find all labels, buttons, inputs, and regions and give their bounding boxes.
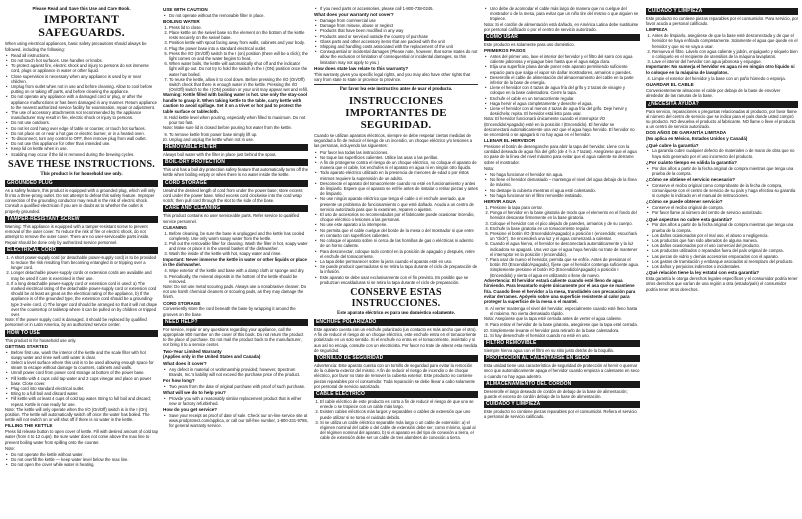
list-item: • Scalding may occur if the lid is removed during the brewing cycles.: [11, 152, 158, 157]
list-item: • Fill kettle with 4 cups cold tap water and 2 cups vinegar and place on power base. Close cover.: [11, 376, 158, 386]
section-heading: GROUNDED PLUG: [5, 180, 158, 187]
list-item: • Do not operate the kettle without water.: [11, 452, 158, 457]
list-item: • Los gastos de tramitación y embarque asociados al reemplazo del producto.: [652, 259, 798, 264]
garantia-heading: DOS AÑOS DE GARANTÍA LIMITADA: [646, 130, 727, 136]
list-item: • Do not open the cover while water is heating.: [11, 462, 158, 467]
list-item: 10. Unplug and unplug the kettle when not in use.: [169, 137, 308, 142]
section-heading: TAMPER-RESISTANT SCREW: [5, 216, 158, 223]
list-item: 7. To reuse the kettle, allow it to cool down. Before pressing the I/O (On/Off) switch check that there is enough water in the kettle. Pressing the I/O (On/Off) switch to the I (ON) position or your unit may appear wet and refill.: [169, 77, 308, 93]
list-item: • Uno debe de acomodar el cable más largo de manera que no cuelgue del mostrador o de la mesa, para evitar que un niño tire del mismo o que alguien se tropiece.: [490, 6, 640, 22]
warranty-answer: [163, 384, 308, 389]
list-item: 2. Remueva el filtro. Lávelo con agua caliente y jabón, enjuáguelo y séquelo bien o colóquelo en el recipiente de utensilios de la máquina lavaplatos.: [652, 49, 798, 59]
spanish-read-note: Por favor lea este instructivo antes de usar el producto.: [339, 87, 453, 93]
filtro-text: Siempre hierva agua con el filtro en su sitio justo detrás de la boquilla.: [484, 347, 614, 353]
list-item: • Llene el hervidor con al menos 4 tazas de agua fría del grifo. Deje hervir y deséchela; repita. El hervidor está listo para usar.: [490, 106, 640, 116]
list-item: • Este aparato se debe usar exclusivamente con el fin previsto. Es posible que se produzcan escaldaduras si se retira la tapa durante el ciclo de preparación.: [320, 275, 478, 285]
list-item: • Desenrolle el cable de alimentación del almacenamiento del cable en la parte inferior de la base de energía.: [490, 75, 640, 85]
list-item: • Close supervision is necessary when any appliance is used by or near children.: [11, 74, 158, 84]
section-heading: TORNILLO DE SEGURIDAD: [314, 355, 478, 362]
read-save-note: Please Read and Save this Use and Care Book.: [32, 6, 131, 11]
safeguards-intro: When using electrical appliances, basic safety precautions should always be followed, including the following:: [5, 41, 147, 52]
column-english-safeguards: [5, 6, 158, 516]
garantia-question: ¿Qué relación tiene la ley estatal con esta garantía?: [646, 270, 760, 276]
warranty-question: How do you get service?: [163, 407, 218, 413]
care-text: This product contains no user serviceable parts. Refer service to qualified service personnel.: [163, 213, 300, 224]
list-item: 3. Si se utiliza un cable eléctrico separable más largo o un cable de extensión: a) el régimen nominal del cable o del cable de extensión debe ser, como mínimo, igual al del régimen nominal del aparato, b) si el aparato es del tipo de conexión a tierra, el cable de extensión debe ser un cable de tres alambres de conexión a tierra.: [320, 420, 478, 441]
list-item: 1. Press lid to close.: [169, 25, 308, 30]
cordon-text: Desenrolle el largo deseado de cordón de debajo de la base de alimentación; guarde el exceso de cordón debajo de la base de alimentación.: [484, 388, 628, 399]
subheading: USE WITH CAUTION: [163, 7, 208, 12]
section-heading: ENCHUFE POLARIZADO: [314, 319, 478, 326]
list-item: • To protect against fire, electric shock and injury to persons do not immerse cord, plugs or appliance in water or other liquid.: [11, 63, 158, 73]
how-text: This product is for household use only.: [5, 337, 77, 343]
list-item: • Products that have been modified in any way: [320, 28, 478, 33]
section-heading: NEED HELP?: [163, 319, 308, 326]
cuidado-text: Este producto no contiene piezas reparables por el consumidor. Refiera el servicio a personal de servicio calificado.: [484, 409, 637, 420]
list-item: • Do not touch hot surfaces. Use handles or knobs.: [11, 58, 158, 63]
hervir-warning: Advertencia: El hervidor estará caliente cuando esté lleno de agua hirviendo. Para levantarlo sujete únicamente por el asa que se mantiene fría. Cuando lleve el hervidor a la mesa, transládelo con precaución para evitar derrames. Apóyelo sobre una superficie resistente al calor para proteger la superficie de la mesa o el mantel.: [484, 277, 636, 305]
save-instructions-title: SAVE THESE INSTRUCTIONS.: [8, 158, 155, 170]
list-item: 9. To remove kettle from power base simply lift up.: [169, 132, 308, 137]
section-heading: CUIDADO Y LIMPIEZA: [646, 8, 798, 15]
subheading: FILLING THE KETTLE: [5, 423, 53, 429]
parts-list: [314, 6, 478, 11]
list-item: • Keep lid on kettle when in use.: [11, 146, 158, 151]
column-spanish-care-warranty: [646, 6, 798, 516]
list-item: • Plug cord into standard electrical outlet.: [11, 386, 158, 391]
guardar-text: Convenientemente almacene el cable por debajo de la base de envolver alrededor de las ranuras de la base.: [646, 88, 781, 99]
section-heading: BOIL-DRY PROTECTION: [163, 159, 308, 166]
llenar-list: [484, 172, 640, 198]
list-item: 1. A short power-supply cord (or detachable power-supply cord) is to be provided to reduce the risk resulting from becoming entangled in or tripping over a longer cord.: [11, 255, 158, 271]
cable-continued-list: [484, 6, 640, 22]
list-item: 2. Pull out the removable filter for cleaning. Wash the filter in hot, soapy water and rinse or place it in the utensil basket of the dishwasher.: [169, 241, 308, 251]
warranty-heading: Two-Year Limited Warranty: [163, 348, 222, 354]
cable-note: Nota: Si el cordón de alimentación está dañado, en América Latina debe sustituirse por personal calificado o por el centro de servicio autorizado.: [484, 21, 639, 32]
list-item: • Elija una superficie plana donde poner este aparato permitiendo suficiente espacio para que salga el vapor sin dañar mostradores, armarios o paredes.: [490, 64, 640, 74]
list-item: 8. Al verter mantenga el nivel del hervidor, especialmente cuando esté lleno hasta el máximo. No vierta demasiado rápido.: [490, 306, 640, 316]
proteccion-text: Esta unidad tiene una característica de seguridad de protección al hervir o quemar seco que automáticamente apaga el hervidor cuando empieza a calentarse en seco o cuando no hay agua adentro.: [484, 363, 640, 379]
list-item: 3. Lave el interior del hervidor con agua jabonosa y enjuague.: [652, 59, 798, 64]
clean-steps: [163, 231, 308, 257]
list-item: • Bring to a full boil and discard water.: [11, 391, 158, 396]
list-item: • No llene el hervidor demasiado – mantenga el nivel del agua debajo de la línea de máximo.: [490, 177, 640, 187]
need-text: For service, repair or any questions regarding your appliance, call the appropriate 800 number on the cover of this book. Do not return the product to the place of purchase. Do not mail the product back to the manufacturer, nor bring it to a service center.: [163, 326, 304, 348]
clean-important: Important: Never immerse the kettle in water or other liquids or place in the dishwasher.: [163, 256, 307, 267]
storage-text: Conveniently store the cord beneath the base by wrapping it around the grooves on the base.: [163, 306, 296, 317]
list-item: • No haga funcionar el hervidor sin agua.: [490, 172, 640, 177]
not-cover-list: [314, 18, 478, 65]
list-item: • Por dos años a partir de la fecha original de compra mientras que tenga una prueba de la compra.: [652, 222, 798, 232]
list-item: • Conserve el recibo original como comprobante de la fecha de compra, comuníquese con el centro de servicio de su país y haga efectiva su garantía si cumple lo indicado en el manual de instrucciones.: [652, 183, 798, 199]
list-item: • Two years from the date of original purchase with proof of such purchase.: [169, 384, 308, 389]
list-item: • No destape la cubierta mientras el agua esté calentando.: [490, 188, 640, 193]
state-text: This warranty gives you specific legal rights, and you may also have other rights that vary from state to state or province to province.: [314, 71, 471, 82]
section-heading: ¿NECESITA AYUDA?: [646, 101, 798, 108]
hervir-steps: [484, 205, 640, 278]
list-item: 8. Hold kettle level when pouring, especially when filled to maximum. Do not pour too fast.: [169, 115, 308, 125]
list-item: 9. Para retirar el hervidor de la base giratoria, asegúrese que la tapa esté cerrada.: [490, 322, 640, 327]
subheading: PRIMEROS PASOS: [484, 48, 526, 54]
list-item: • Do not operate any appliance with a damaged cord or plug, or after the appliance malfunctions or has been damaged in any manner. Return appliance to the nearest authorized service facility for examination, repair or adjustment.: [11, 94, 158, 110]
section-heading: REMOVABLE FILTER: [163, 144, 308, 151]
list-item: • La garantía cubre cualquier defecto de materiales o de mano de obra que no haya sido generado por el uso incorrecto del producto.: [652, 148, 798, 158]
divider: [314, 84, 478, 85]
list-item: • Las piezas de vidrio y demás accesorios empacados con el aparato.: [652, 254, 798, 259]
garantia-question: ¿Cómo se obtiene el servicio necesario?: [646, 177, 736, 183]
list-item: • Por dos años a partir de la fecha original de compra mientras que tenga una prueba de la compra.: [652, 166, 798, 176]
list-item: 5. Presione el botón I/O (Encendido/Apagado) a posición I (encendido; escuchará un "click"). Se encenderá una luz y el agua comenzará a calentar.: [490, 231, 640, 241]
list-item: • Los daños ocasionados por el mal uso, el abuso o negligencia.: [652, 233, 798, 238]
start-note: Note: The kettle will only operate when the I/O (On/Off) switch is in the I (On) position. The kettle will automatically switch off once the water has boiled. The kettle will not switch on or will shut off if there is no water in the kettle.: [5, 406, 150, 423]
list-item: • Los productos que han sido alterados de alguna manera.: [652, 238, 798, 243]
cord-note: Note: If the power supply cord is damaged, it should be replaced by qualified personnel or in Latin America, by an authorized service center.: [5, 317, 147, 328]
garantia-sub: (No aplica en México, Estados Unidos y Canadá): [646, 136, 748, 142]
caution-list: [163, 13, 308, 18]
subheading: LIMPIEZA: [646, 27, 668, 33]
section-heading: ALMACENAMIENTO DEL CORDÓN: [484, 381, 640, 388]
list-item: 1. Antes de limpiarlo, asegúrese de que la base esté desconectada y de que el hervidor se haya enfriado completamente. Solamente el agua que quede en el hervidor y que no se vaya a usar.: [652, 33, 798, 49]
fill-text: Press lid release button to open cover of kettle. Fill with desired amount of cold tap water (from 4 to 12 cups). Be sure water does not come above the max line to prevent boiling water from spilling onto the counter.: [5, 429, 158, 445]
primeros-note: Nota: El hervidor funcionará únicamente cuando el interruptor I/O (Encendido/Apagado) esté en la posición I (Encendido). El hervidor se desconectará automáticamente una vez que el agua haya hervido. El hervidor no se encenderá o se apagará si no hay agua en el hervidor.: [484, 116, 635, 138]
warranty-question: For how long?: [163, 377, 195, 383]
list-item: 1. Before cleaning, be sure the base is unplugged and the kettle has cooled completely. Use only warm soapy water from the kettle.: [169, 231, 308, 241]
list-item: • Do not overfill the kettle — keep water level below the max line.: [11, 457, 158, 462]
warranty-answer: [163, 396, 308, 406]
list-item: • Provide you with a reasonably similar replacement product that is either new or factory refurbished.: [169, 396, 308, 406]
list-item: • Los productos utilizados o reparados fuera del país original de compra.: [652, 248, 798, 253]
list-item: • No coloque el aparato sobre ni cerca de las hornillas de gas o eléctricas ni adentro de un horno caliente.: [320, 238, 478, 248]
garantia-question: ¿Qué cubre la garantía?: [646, 142, 699, 148]
list-item: 3. Coloque el hervidor con el pico alejado de paredes, armarios y de su cuerpo.: [490, 221, 640, 226]
list-item: 7. Para usar de nuevo el hervidor, permita que se enfríe. Antes de presionar el botón I/O (Encendido/Apagado), fíjese que el hervidor contenga suficiente agua. Simplemente presione el botón I/O (Encendido/Apagado) a posición I (Encendido) y vierta el agua en utilizando o llene de nuevo.: [490, 257, 640, 278]
fill-note: Note:: [5, 445, 16, 451]
warranty-answer: [163, 367, 308, 377]
list-item: • Before first use, wash the interior of the kettle and the scale filter with hot soapy water and rinse well until water is clear.: [11, 350, 158, 360]
subheading: LLENAR EL HERVIDOR: [484, 138, 536, 144]
list-item: • Los daños y perjuicios indirectos o incidentales.: [652, 264, 798, 269]
garantia-answer: Esta garantía le otorga derechos legales específicos y el consumidor podría tener otros derechos que varían de una región a otra (estado/país) el consumidor podría tener otros derechos.: [646, 276, 798, 292]
list-item: • Fill kettle with at least 4 cups of cold tap water. Bring to full boil and discard; repeat. Kettle is now ready for use.: [11, 396, 158, 406]
spanish-intro: Cuando se utilizan aparatos eléctricos, siempre se debe respetar ciertas medidas de seguridad a fin de reducir el riesgo de un incendio, un choque eléctrico y/o lesiones a las personas, incluyendo las siguientes:: [314, 133, 473, 149]
garantia-answer: [646, 222, 798, 269]
section-heading: HOW TO USE: [5, 330, 158, 337]
boil-steps-continued: [163, 115, 308, 125]
subheading: CORD STORAGE: [163, 300, 201, 306]
list-item: • Save your receipt as proof of date of sale. Check our on-line service site at www.prodprotect.com/applica, or call our toll-free number, 1-800-231-9786, for general warranty service.: [169, 413, 308, 429]
spanish-household-note: Este aparato eléctrico es para uso doméstico solamente.: [336, 310, 456, 316]
list-item: • Los daños ocasionados por el uso comercial del producto.: [652, 243, 798, 248]
list-item: • The use of accessory attachments not recommended by the appliance manufacturer may result in fire, electric shock or injury to persons.: [11, 110, 158, 120]
list-item: • Por favor lea todas las instrucciones.: [320, 150, 478, 155]
list-item: • Todo aparato eléctrico utilizado en la presencia de menores de edad o por éstos mismos requiere la supervisión de un adulto.: [320, 170, 478, 180]
list-item: • Conserve el recibo original de compra.: [652, 205, 798, 210]
section-heading: CABLE ELÉCTRICO: [314, 391, 478, 398]
ayuda-text: Para servicio, reparaciones o preguntas relacionadas al producto, por favor llame al número del centro de servicio que se indica para el país donde usted compró su producto. NO devuelva el producto al fabricante. NO llame o lleve el producto a un centro de servicio autorizado.: [646, 108, 797, 130]
list-item: • Haga hervir el agua completamente y deseche el agua.: [490, 101, 640, 106]
list-item: • Damage from misuse, abuse or neglect: [320, 23, 478, 28]
list-item: • Damage from commercial use: [320, 18, 478, 23]
subheading: HERVIR AGUA: [484, 199, 516, 205]
list-item: • No toque las superficies calientes. Utilice las asas o las perillas.: [320, 155, 478, 160]
spanish-save-title: CONSERVE ESTAS INSTRUCCIONES.: [350, 286, 442, 309]
subheading: CLEANING: [163, 224, 187, 230]
cordstore-text: Unwind the desired length of cord from under the power base; store excess cord under the power base. Wind excess cord clockwise into the cord wrap notch; then pull cord through the slot to the side of the base.: [163, 187, 303, 204]
safeguards-title: IMPORTANT SAFEGUARDS.: [38, 12, 125, 40]
list-item: 3. Wash the inside of the kettle with hot, soapy water and rinse.: [169, 251, 308, 256]
list-item: • Do not place on or near a hot gas or electric burner, or in a heated oven.: [11, 131, 158, 136]
list-item: • Se puede producir quemaduras si se retira la tapa durante el ciclo de preparación de la infusión.: [320, 264, 478, 274]
list-item: 4. Plug the power base into a standard electrical outlet.: [169, 46, 308, 51]
warranty-answer: [163, 413, 308, 429]
list-item: • No use ningún aparato eléctrico que tenga el cable o el enchufe averiado, que presente un problema de funcionamiento o que esté dañado. Acuda a un centro de servicio autorizado para que lo examinen, reparen o ajusten.: [320, 196, 478, 212]
list-item: 6. Cuando el agua hierva, el hervidor se desconectará automáticamente y la luz indicadora se apagará. Una vez que el agua haya hervido no trate de mantener el interruptor en la posición I (encendido).: [490, 241, 640, 257]
list-item: • To disconnect, turn any control to OFF, then remove plug from wall outlet.: [11, 136, 158, 141]
section-heading: COMO USAR: [484, 34, 640, 41]
list-item: 2. Longer detachable power-supply cords or extension cords are available and may be used if care is exercised in their use.: [11, 270, 158, 280]
spanish-safeguards-list: [314, 150, 478, 285]
list-item: 1. El cable eléctrico de este producto es corto a fin de reducir el riesgo de que uno se enrede o se tropiece con un cable más largo.: [320, 399, 478, 409]
list-item: • Llene el hervidor con 4 tazas de agua fría del grifo y 2 tazas de vinagre y coloque en la base calentadora. Cierre la tapa.: [490, 85, 640, 95]
list-item: • Shipping and handling costs associated with the replacement of the unit: [320, 44, 478, 49]
list-item: 3. If a long detachable power-supply cord or extension cord is used: a) The marked electrical rating of the detachable power-supply cord or extension cord should be at least as great as the electrical rating of the appliance, b) If the appliance is of the grounded type, the extension cord should be a grounding-type 3-wire cord, c) The longer cord should be arranged so that it will not drape over the countertop or tabletop where it can be pulled on by children or tripped over.: [11, 281, 158, 317]
boil-steps: [163, 25, 308, 93]
list-item: 11. Si hay desenchufe el hervidor cuando no esté en uso.: [490, 333, 640, 338]
list-item: 2. Existen cables eléctricos más largos y separables o cables de extensión que uno puede utilizar si se toma el cuidado debido.: [320, 409, 478, 419]
filter-text: Always boil water with the filter in place just behind the spout.: [163, 152, 277, 158]
list-item: • Any defect in material or workmanship provided; however, Spectrum Brands, Inc.'s liability will not exceed the purchase price of the product.: [169, 367, 308, 377]
section-heading: ELECTRICAL CORD: [5, 247, 158, 254]
list-item: 10. Simplemente levante el hervidor para retirarlo de la base calentadora.: [490, 328, 640, 333]
list-item: • Glass parts and other accessory items that are packed with the unit: [320, 39, 478, 44]
list-item: • Unplug from outlet when not in use and before cleaning. Allow to cool before putting on or taking off parts, and before cleaning the appliance.: [11, 84, 158, 94]
list-item: 3. Position kettle with spout facing away from walls, cabinets and your body.: [169, 40, 308, 45]
llenar-text: Presione el botón de desenganche para abrir la tapa del hervidor. Llene con la cantidad deseada de agua fría del grifo (de 4 ½ a 7 tazas). Asegúrese que el agua no pase de la línea del nivel máximo para evitar que el agua caliente se derrame sobre el mostrador.: [484, 144, 637, 165]
list-item: • A fin de protegerse contra el riesgo de un choque eléctrico, no coloque el aparato de manera que el cable, los enchufes ni el aparato en agua ni en ningún otro líquido.: [320, 160, 478, 170]
spanish-safeguards-title: INSTRUCCIONES IMPORTANTES DE SEGURIDAD.: [345, 95, 447, 132]
safeguards-list: [5, 53, 158, 157]
garantia-question: ¿Por cuánto tiempo es válida la garantía?: [646, 159, 737, 165]
list-item: • El uso de accesorios no recomendados por el fabricante puede ocasionar incendio, choque eléctrico o lesiones a las personas.: [320, 212, 478, 222]
garantia-answer: [646, 205, 798, 215]
list-item: • Unroll power cord from power cord storage at bottom of the power base.: [11, 370, 158, 375]
list-item: 5. Press the I/O (On/Off) switch to the I (on) position (there will be a click); the light comes on and the water begins to heat.: [169, 51, 308, 61]
hervir-note: Nota: Asegúrese que la tapa esté cerrada antes de verter el agua caliente.: [484, 316, 623, 322]
list-item: 2. Place kettle on the swivel base so the element on the bottom of the kettle rests securely on the swivel base.: [169, 30, 308, 40]
list-item: • Desconecte el aparato del tomacorriente cuando no esté en funcionamiento y antes de limpiarlo. Espere que el aparato se enfríe antes de instalar o retirar piezas y antes de limpiarlo.: [320, 181, 478, 197]
como-text: Este producto es solamente para uso doméstico.: [484, 42, 575, 48]
list-item: • If you need parts or accessories, please call 1-800-738-0245.: [320, 6, 478, 11]
list-item: 6. When water boils, the kettle will automatically shut off and the indicator light will go out. Do not try to hold the switch in the I (ON) position once the water has boiled.: [169, 61, 308, 77]
list-item: 5. Periodically, the mineral deposits in the bottom of the kettle should be removed.: [169, 274, 308, 284]
list-item: • Por favor llame al número del centro de servicio autorizado.: [652, 210, 798, 215]
llenar-note: Nota:: [484, 165, 495, 171]
list-item: • Select a level surface where this unit is to be used allowing enough space for steam to escape without damage to counters, cabinets and walls.: [11, 360, 158, 370]
column-english-spanish-safeguards: [314, 6, 478, 516]
care-text-es: Este producto no contiene piezas reparables por el consumidor. Para servicio, por favor acuda a personal calificado.: [646, 16, 798, 27]
list-item: • No haga funcionar sin el filtro removible instalado.: [490, 193, 640, 198]
section-heading: CORD STORAGE: [163, 180, 308, 187]
clean-steps-continued: [163, 268, 308, 284]
list-item: • Antes del primer uso, lave el interior del hervidor y el filtro del sarro con agua caliente jabonosa y enjuague bien hasta que el agua salga clara.: [490, 54, 640, 64]
enchufe-text: Este aparato cuenta con un enchufe polarizado (un contacto es más ancho que el otro). A fin de reducir el riesgo de un choque eléctrico, este enchufe entra en el tomacorriente polarizado en un solo sentido. Si el enchufe no entra en el tomacorriente, inviértalo y si aun así no encaja, consulte con un electricista. Por favor no trate de alterar esta medida de seguridad.: [314, 326, 478, 353]
list-item: 4. Enchufe la base giratoria en un tomacorriente regular.: [490, 226, 640, 231]
subheading: GUARDAR EL CABLE: [646, 82, 694, 88]
section-heading: CUIDADO Y LIMPIEZA: [484, 401, 640, 408]
warranty-question: What will we do to help you?: [163, 389, 226, 395]
garantia-question: ¿Qué aspectos no cubre esta garantía?: [646, 216, 733, 222]
list-item: • Enchufe el cable en un tomacorriente regular.: [490, 96, 640, 101]
garantia-answer: [646, 166, 798, 176]
list-item: 4. Limpie el exterior del hervidor y la base con un paño húmedo o esponja.: [652, 76, 798, 81]
clean-note: Note: Do not use metal scouring pads. Always use a nonabrasive cleaner. Do not use harsh chemical cleaners or scouring pads, as they may damage the finish.: [163, 283, 307, 300]
list-item: 1. Presione la tapa para cerrar.: [490, 205, 640, 210]
list-item: • Do not let cord hang over edge of table or counter, or touch hot surfaces.: [11, 126, 158, 131]
cable-list: [314, 399, 478, 441]
primeros-list: [484, 54, 640, 116]
list-item: • La tapa debe permanecer sobre la jarra cuando el aparato esté en uso.: [320, 259, 478, 264]
start-list: [5, 350, 158, 407]
list-item: • Products used or serviced outside the country of purchase: [320, 34, 478, 39]
section-heading: FILTRO REMOVIBLE: [484, 340, 640, 347]
section-heading: PROTECCIÓN AL CALENTARSE EN SECO: [484, 355, 640, 362]
cord-list: [5, 255, 158, 317]
subheading: BOILING WATER: [163, 19, 200, 24]
list-item: • Do not operate without the removable filter in place.: [169, 13, 308, 18]
warranty-question: What does it cover?: [163, 360, 207, 366]
subheading: GETTING STARTED: [5, 343, 49, 349]
list-item: • Read all instructions.: [11, 53, 158, 58]
subheading: What does your warranty not cover?: [314, 12, 394, 18]
hervir-steps-end: [484, 322, 640, 338]
list-item: • Do not use this appliance for other than intended use.: [11, 141, 158, 146]
list-item: 2. Ponga el hervidor en la base giratoria de modo que el elemento en el fondo del hervidor descanse firmemente en la base giratoria.: [490, 210, 640, 220]
garantia-answer: [646, 183, 798, 199]
section-heading: CARE AND CLEANING: [163, 205, 308, 212]
tamper-text: Warning: This appliance is equipped with a tamper-resistant screw to prevent removal of the outer cover. To reduce the risk of fire or electric shock, do not attempt to remove the outer cover. There are no user-serviceable parts inside. Repair should be done only by authorized service personnel.: [5, 223, 150, 245]
fill-list: [5, 452, 158, 468]
boil-note: Note: Make sure lid is closed before pouring hot water from the kettle.: [163, 125, 292, 131]
warranty-sub: (Applies only in the United States and Canada): [163, 354, 261, 360]
limpieza-steps-continued: [646, 76, 798, 81]
list-item: • No use este aparato a la intemperie.: [320, 222, 478, 227]
limpieza-important: Importante: No sumerja el hervidor en agua ni en ningún otro líquido ni lo coloque en la máquina de lavaplatos.: [646, 64, 795, 75]
list-item: 4. Wipe exterior of the kettle and base with a damp cloth or sponge and dry.: [169, 268, 308, 273]
garantia-question: ¿Cómo se puede obtener servicio?: [646, 199, 723, 205]
list-item: • Consequential or incidental damages (Please note, however, that some states do not allow the exclusion or limitation of consequential or incidental damages, so this limitation may not apply to you.): [320, 49, 478, 65]
column-english-usage: [163, 6, 308, 516]
hervir-steps-continued: [484, 306, 640, 316]
boil-steps-end: [163, 132, 308, 142]
column-spanish-usage: [484, 6, 640, 516]
boil-warning: Warning: Kettle filled with boiling water is hot. Use only the stay-cool handle to grasp it. When taking kettle to the table, carry kettle with caution to avoid spillage. Set it on a trivet or hot pad to protect the table surface or tablecloth.: [163, 92, 308, 114]
list-item: • Para desconectar, coloque todo control en la posición de apagado y después, retire el enchufe del tomacorriente.: [320, 249, 478, 259]
garantia-answer: [646, 148, 798, 158]
grounded-text: As a safety feature, this product is equipped with a grounded plug, which will only fit into a three-prong outlet. Do not attempt to defeat this safety feature. Improper connection of the grounding conductor may result in the risk of electric shock. Consult a qualified electrician if you are in doubt as to whether the outlet is properly grounded.: [5, 187, 156, 214]
list-item: • No permita que el cable cuelgue del borde de la mesa o del mostrador ni que entre en contacto con superficies calientes.: [320, 228, 478, 238]
limpieza-steps: [646, 33, 798, 64]
boildry-text: This unit has a boil dry protection safety feature that automatically turns off the kettle when boiling empty or when there is no water inside the kettle.: [163, 167, 308, 178]
list-item: • Do not use outdoors.: [11, 120, 158, 125]
tornillo-text: Advertencia: Este aparato cuenta con un tornillo de seguridad para evitar la remoción de la cubierta exterior del mismo. A fin de reducir el riesgo de incendio o de choque eléctrico, por favor no trate de remover la cubierta exterior. Este producto no contiene piezas reparables por el consumidor. Toda reparación se debe llevar a cabo solamente por personal de servicio autorizado.: [314, 362, 476, 389]
household-note: This product is for household use only.: [40, 171, 123, 177]
subheading: How does state law relate to this warranty?: [314, 65, 409, 71]
